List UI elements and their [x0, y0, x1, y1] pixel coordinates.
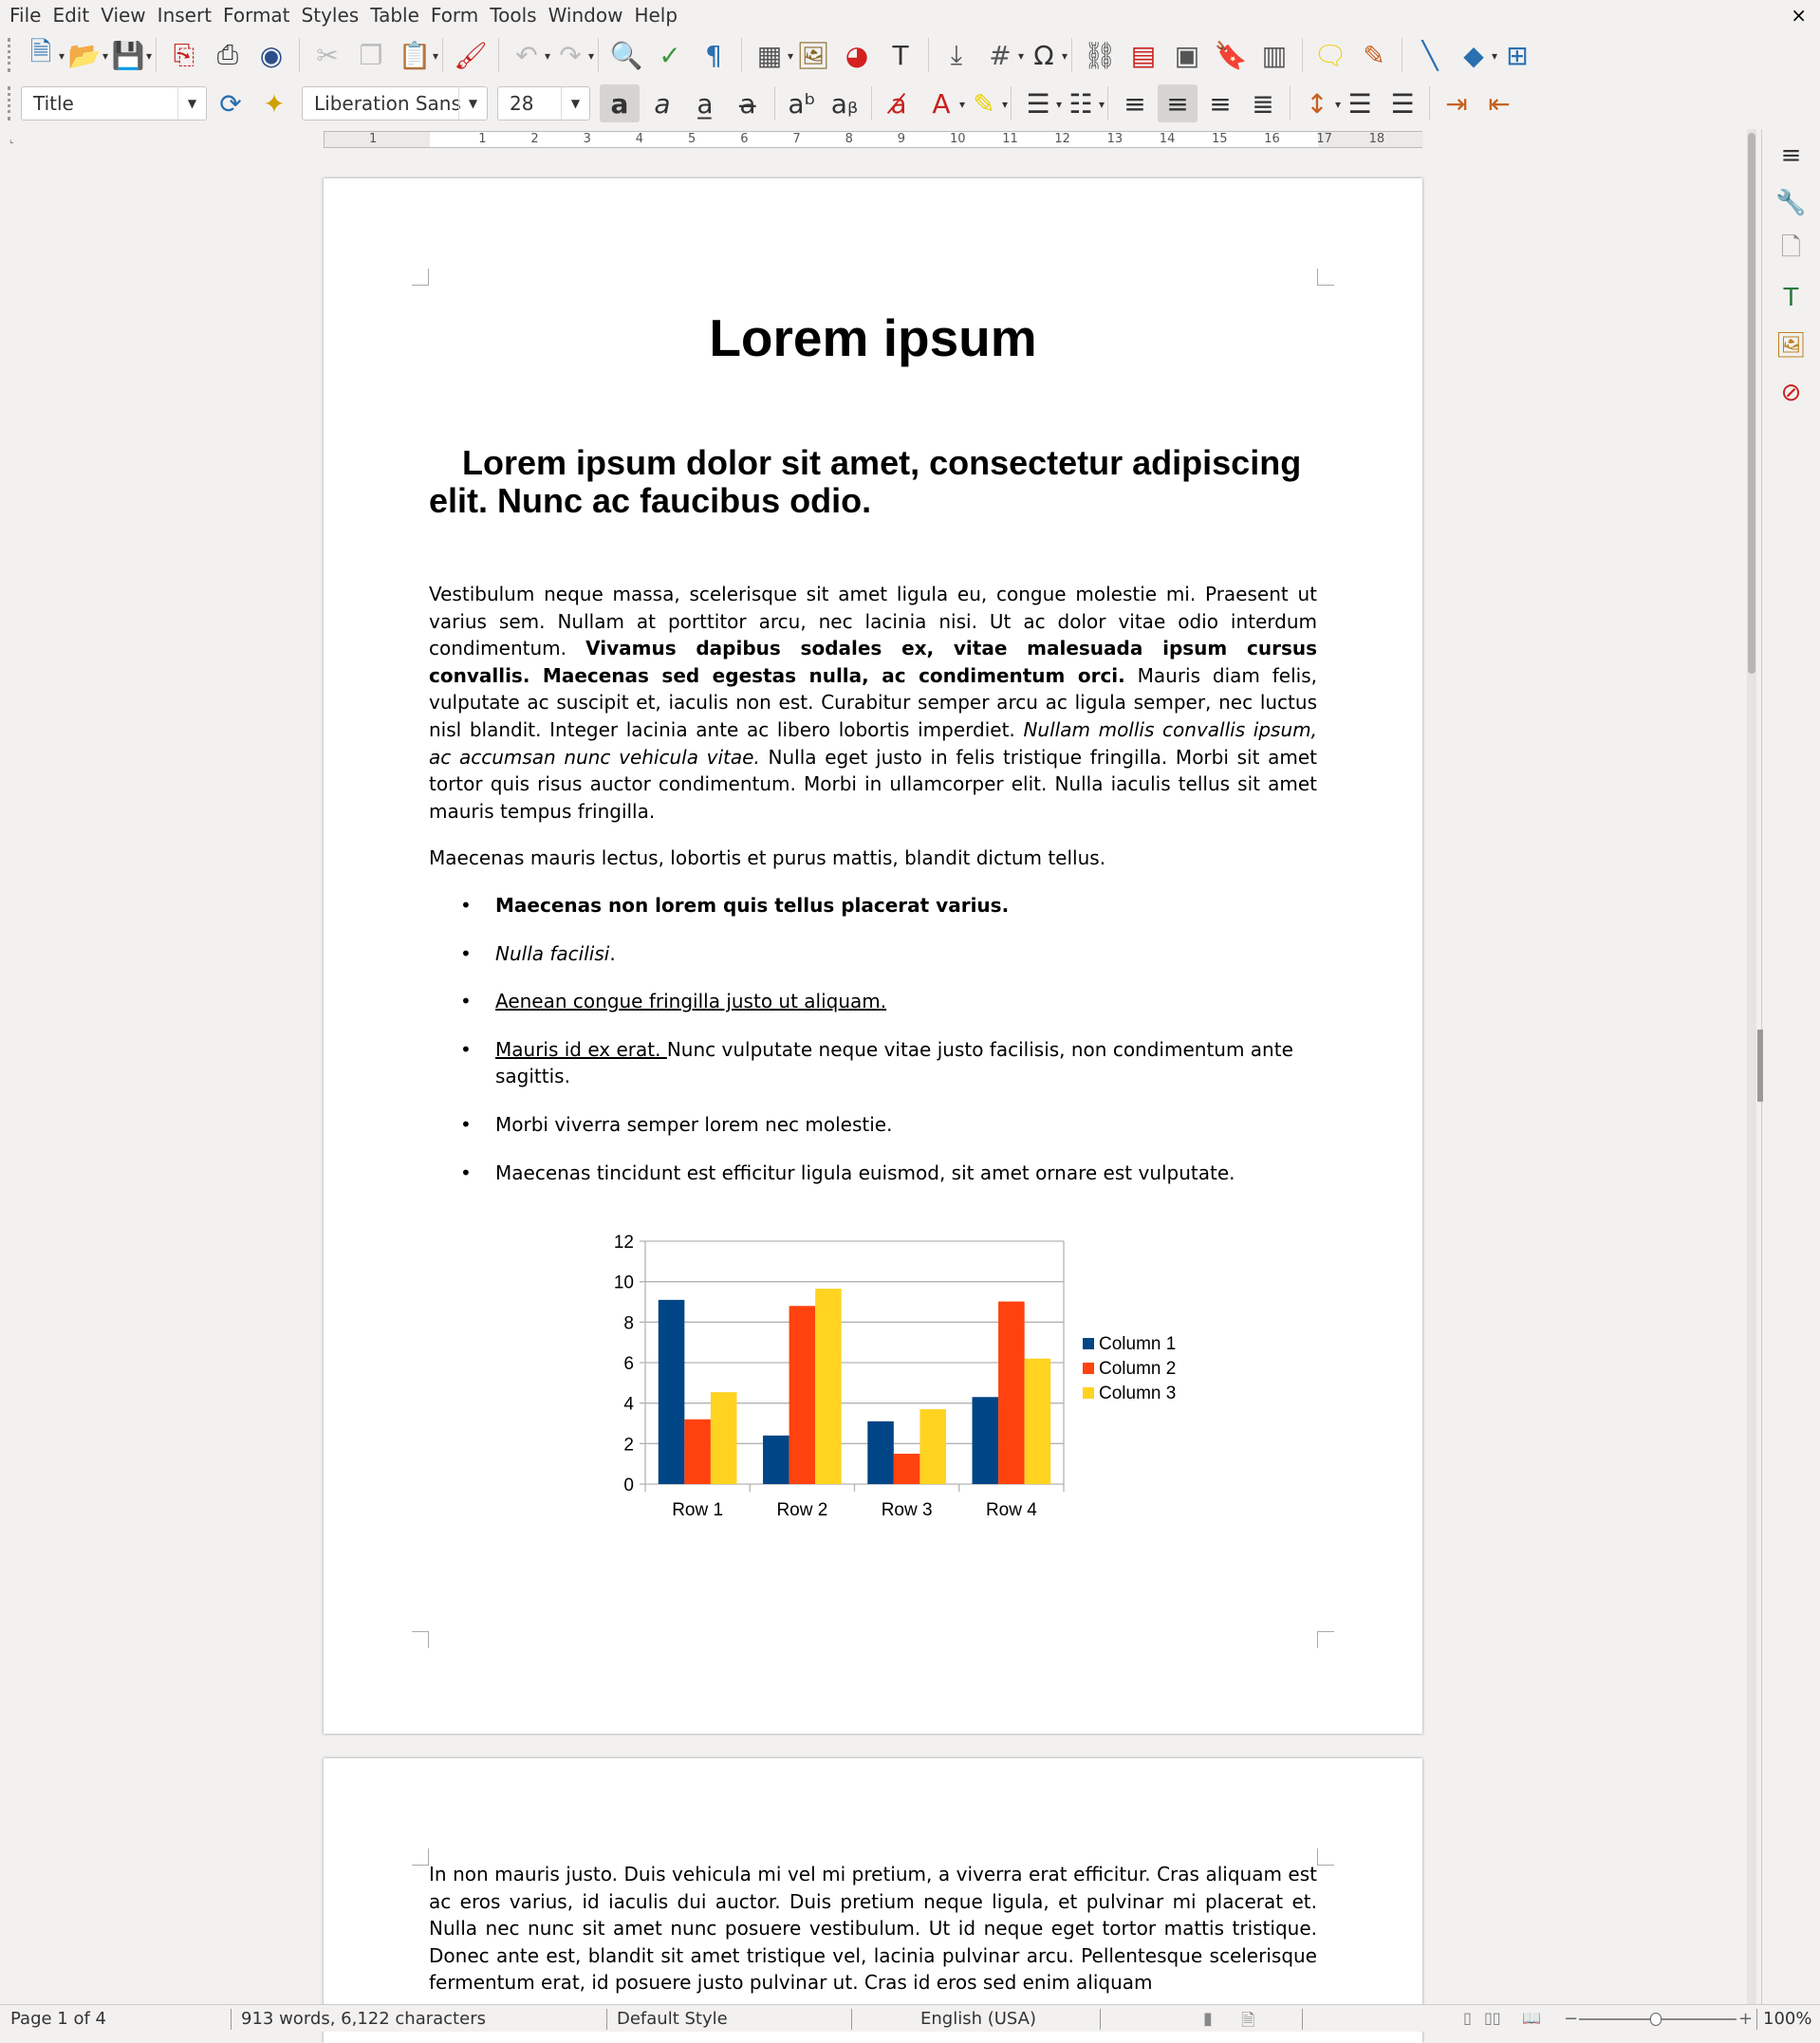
formatting-toolbar: [8, 84, 1519, 123]
legend-label: Column 1: [1099, 1334, 1177, 1354]
insert-text-box-icon[interactable]: T: [892, 39, 909, 71]
comment-icon[interactable]: 🗨: [1313, 39, 1347, 71]
spelling-icon[interactable]: ✓: [659, 39, 681, 71]
legend-swatch: [1083, 1387, 1094, 1399]
body-paragraph[interactable]: [429, 581, 1317, 825]
divider: [1302, 2009, 1303, 2030]
sidebar-deck: [1761, 129, 1820, 2004]
font-color-icon[interactable]: A ▾: [921, 84, 961, 122]
y-tick-label: 10: [613, 1272, 634, 1293]
text-run: Maecenas tincidunt est efficitur ligula euismod, sit amet ornare est vulputate.: [495, 1161, 1235, 1184]
ruler-number: 5: [688, 132, 696, 146]
zoom-in-icon[interactable]: +: [1738, 2009, 1754, 2029]
sidebar-menu-icon[interactable]: ≡: [1780, 141, 1802, 170]
toolbar-separator: [928, 38, 929, 72]
endnote-icon[interactable]: ▣: [1174, 39, 1200, 71]
ruler-left-margin: [325, 132, 430, 147]
menu-edit[interactable]: Edit: [52, 4, 90, 27]
align-center-icon[interactable]: ≡: [1158, 84, 1198, 122]
font-name-value: Liberation Sans: [314, 92, 461, 115]
text-run: Nulla eget justo in felis tristique fringilla. Morbi sit amet tortor quis risus auctor condimentum. Morbi in ullamcorper elit. Nulla iaculis tellus sit amet mauris tempus fringilla.: [429, 745, 1317, 823]
toolbar-separator: [1302, 38, 1303, 72]
bar-column-1-row-2[interactable]: [763, 1436, 789, 1484]
toolbar-separator: [774, 86, 775, 121]
cut-icon[interactable]: ✂: [316, 39, 339, 71]
bullet-list: [429, 892, 1317, 1186]
insert-mode-icon[interactable]: ▮: [1203, 2009, 1213, 2029]
print-preview-icon[interactable]: ◉: [259, 39, 284, 71]
insert-chart-icon[interactable]: ◕: [845, 39, 869, 71]
ruler-number: 16: [1264, 132, 1280, 146]
ruler-number: 6: [740, 132, 749, 146]
justify-icon[interactable]: ≣: [1252, 87, 1274, 120]
legend-label: Column 3: [1099, 1384, 1177, 1403]
divider: [851, 2009, 852, 2030]
ruler-number: 2: [530, 132, 539, 146]
ruler-number: 10: [950, 132, 966, 146]
page-icon[interactable]: 🗋: [1781, 233, 1801, 262]
track-changes-icon[interactable]: ✎: [1363, 39, 1385, 71]
open-icon[interactable]: 📂 ▾: [65, 36, 104, 74]
document-heading[interactable]: Lorem ipsum dolor sit amet, consectetur adipiscing elit. Nunc ac faucibus odio.: [429, 443, 1302, 520]
bar-column-3-row-4[interactable]: [1025, 1359, 1051, 1484]
italic-icon[interactable]: a: [654, 87, 671, 120]
text-run: Nunc vulputate neque vitae justo facilisis, non condimentum ante sagittis.: [495, 1037, 1293, 1088]
chevron-down-icon[interactable]: ▼: [177, 87, 206, 120]
ruler-number: 1: [478, 132, 487, 146]
bar-column-2-row-1[interactable]: [684, 1420, 711, 1484]
bar-chart[interactable]: [570, 1222, 1235, 1526]
toolbar-grip[interactable]: [8, 86, 11, 121]
update-style-icon[interactable]: ⟳: [219, 87, 242, 120]
clone-formatting-icon[interactable]: 🖌: [454, 39, 488, 71]
print-icon[interactable]: ⎙: [216, 39, 239, 70]
special-character-icon[interactable]: Ω ▾: [1024, 36, 1064, 74]
menu-tools[interactable]: Tools: [490, 4, 537, 27]
basic-shapes-icon[interactable]: ◆ ▾: [1454, 36, 1494, 74]
y-tick-label: 4: [623, 1394, 634, 1415]
subscript-icon[interactable]: aᵦ: [830, 87, 859, 120]
menu-insert[interactable]: Insert: [157, 4, 213, 27]
insert-field-icon[interactable]: # ▾: [980, 36, 1020, 74]
toolbar-separator: [442, 38, 443, 72]
ruler-number: 1: [369, 132, 378, 146]
text-boundary-corner: [1317, 1848, 1334, 1866]
zoom-slider-thumb[interactable]: [1650, 2013, 1662, 2026]
text-run: Nulla facilisi: [495, 941, 610, 965]
toolbar-separator: [871, 86, 872, 121]
increase-paragraph-spacing-icon[interactable]: ☰: [1347, 87, 1372, 120]
text-run: Vivamus dapibus sodales ex, vitae malesuada ipsum cursus convallis. Maecenas sed egestas nulla, ac condimentum orci.: [429, 637, 1317, 687]
hyperlink-icon[interactable]: ⛓: [1083, 39, 1117, 71]
bullets-icon[interactable]: ☰ ▾: [1018, 84, 1058, 122]
text-run: Morbi viverra semper lorem nec molestie.: [495, 1112, 893, 1136]
cross-reference-icon[interactable]: ▥: [1261, 39, 1288, 71]
y-tick-label: 0: [623, 1476, 634, 1495]
align-left-icon[interactable]: ≡: [1124, 87, 1146, 120]
superscript-icon[interactable]: aᵇ: [788, 87, 816, 120]
styles-icon[interactable]: T: [1783, 284, 1799, 312]
new-style-icon[interactable]: ✦: [263, 87, 286, 120]
export-pdf-icon[interactable]: ⎘: [173, 39, 195, 70]
strikethrough-icon[interactable]: a̶: [739, 87, 756, 120]
multi-page-view-icon[interactable]: ▯▯: [1484, 2009, 1501, 2027]
text-boundary-corner: [412, 1631, 429, 1648]
line-spacing-icon[interactable]: ↕ ▾: [1297, 84, 1337, 122]
page-break-icon[interactable]: ⤓: [950, 39, 963, 70]
ruler-number: 13: [1106, 132, 1124, 146]
gallery-icon[interactable]: 🖼: [1774, 331, 1807, 360]
divider: [231, 2009, 232, 2030]
underline-icon[interactable]: a̲: [696, 87, 714, 120]
text-run: Aenean congue fringilla justo ut aliquam.: [495, 990, 887, 1013]
find-replace-icon[interactable]: 🔍: [609, 39, 643, 71]
bookmark-icon[interactable]: 🔖: [1214, 39, 1248, 71]
increase-indent-icon[interactable]: ⇥: [1445, 87, 1468, 120]
toolbar-separator: [299, 38, 300, 72]
copy-icon[interactable]: ❐: [359, 39, 383, 71]
paragraph-style-select[interactable]: [21, 86, 207, 121]
ruler-number: 15: [1212, 132, 1228, 146]
document-title[interactable]: Lorem ipsum: [709, 308, 1037, 367]
page-2[interactable]: [324, 1758, 1422, 2043]
font-size-select[interactable]: [497, 86, 590, 121]
scrollbar-thumb[interactable]: [1748, 133, 1755, 674]
footnote-icon[interactable]: ▤: [1130, 39, 1157, 71]
navigator-icon[interactable]: ⊘: [1780, 379, 1802, 407]
formatting-marks-icon[interactable]: ¶: [705, 39, 722, 71]
text-boundary-corner: [412, 269, 429, 286]
text-run: .: [609, 941, 616, 965]
insert-image-icon[interactable]: 🖼: [796, 39, 830, 71]
menu-format[interactable]: Format: [223, 4, 290, 27]
text-run: Mauris diam felis, vulputate ac suscipit et, iaculis non est. Curabitur semper arcu ac ligula semper, nec luctus nisl blandit. Integer lacinia ante ac libero lobortis imperdiet.: [429, 663, 1318, 741]
menu-window[interactable]: Window: [548, 4, 623, 27]
menu-file[interactable]: File: [9, 4, 42, 27]
bar-column-1-row-3[interactable]: [867, 1421, 894, 1484]
language[interactable]: English (USA): [920, 2009, 1037, 2029]
undo-icon[interactable]: ↶ ▾: [507, 36, 547, 74]
properties-icon[interactable]: 🔧: [1775, 189, 1807, 217]
divider: [1756, 2009, 1757, 2030]
save-icon[interactable]: 💾 ▾: [108, 36, 148, 74]
ruler-number: 3: [583, 132, 591, 146]
text-boundary-corner: [1317, 1631, 1334, 1648]
page-style[interactable]: Default Style: [617, 2009, 728, 2029]
menu-form[interactable]: Form: [430, 4, 479, 27]
toolbar-separator: [1011, 86, 1012, 121]
single-page-view-icon[interactable]: ▯: [1463, 2009, 1472, 2027]
numbering-icon[interactable]: ☷ ▾: [1061, 84, 1101, 122]
decrease-indent-icon[interactable]: ⇤: [1488, 87, 1511, 120]
vertical-scrollbar[interactable]: [1747, 129, 1756, 2004]
toolbar-separator: [598, 38, 599, 72]
insert-table-icon[interactable]: ▦ ▾: [750, 36, 789, 74]
menu-view[interactable]: View: [101, 4, 146, 27]
y-tick-label: 2: [623, 1435, 634, 1456]
toolbar-separator: [156, 38, 157, 72]
new-document-icon[interactable]: 🗎 ▾: [21, 36, 61, 74]
body-paragraph[interactable]: In non mauris justo. Duis vehicula mi vel mi pretium, a viverra erat efficitur. Cras aliquam est ac eros varius, id iaculis dui auctor. Duis pretium neque ligula, et pulvinar mi placerat et. Nulla nec nunc sit amet nunc posuere vestibulum. Ut id neque eget tortor mattis tristique. Donec ante est, blandit sit amet tristique vel, lacinia pulvinar arcu. Pellentesque scelerisque fermentum erat, id posuere justo pulvinar ut. Cras id eros sed enim aliquam: [429, 1863, 1317, 1995]
redo-icon[interactable]: ↷ ▾: [550, 36, 590, 74]
toolbar-separator: [1290, 86, 1291, 121]
bar-column-3-row-2[interactable]: [815, 1289, 842, 1484]
x-tick-label: Row 3: [881, 1500, 933, 1520]
legend-label: Column 2: [1099, 1359, 1177, 1379]
x-tick-label: Row 1: [672, 1500, 724, 1520]
align-right-icon[interactable]: ≡: [1209, 87, 1232, 120]
chevron-down-icon[interactable]: ▼: [458, 87, 487, 120]
y-tick-label: 6: [623, 1354, 634, 1374]
book-view-icon[interactable]: 📖: [1522, 2009, 1541, 2027]
ruler-number: 12: [1054, 132, 1070, 146]
divider: [606, 2009, 607, 2030]
horizontal-ruler[interactable]: [324, 131, 1422, 148]
ruler-number: 14: [1159, 132, 1176, 146]
text-run: Vestibulum neque massa, scelerisque sit amet ligula eu, congue molestie mi. Praesent ut varius sem. Nullam at porttitor arcu, nec lacinia nisi. Ut ac dolor vitae odio interdum condimentum.: [429, 583, 1317, 660]
bar-column-2-row-2[interactable]: [789, 1306, 816, 1484]
y-tick-label: 8: [623, 1313, 634, 1334]
tab-stop-selector[interactable]: ⌞: [9, 135, 14, 145]
document-modified-icon[interactable]: 🗎: [1241, 2011, 1255, 2031]
bold-icon[interactable]: a: [600, 84, 640, 122]
page-1[interactable]: [324, 178, 1422, 1734]
x-tick-label: Row 4: [985, 1500, 1037, 1520]
list-item[interactable]: [429, 940, 1317, 968]
toolbar-separator: [741, 38, 742, 72]
body-paragraph[interactable]: Maecenas mauris lectus, lobortis et purus mattis, blandit dictum tellus.: [429, 846, 1106, 870]
list-item[interactable]: [429, 892, 1317, 919]
font-name-select[interactable]: [302, 86, 488, 121]
bar-column-3-row-1[interactable]: [711, 1392, 737, 1484]
standard-toolbar: [8, 34, 1537, 76]
list-item[interactable]: [429, 1036, 1317, 1090]
zoom-out-icon[interactable]: −: [1564, 2009, 1579, 2029]
text-run: Mauris id ex erat.: [495, 1037, 667, 1061]
font-size-value: 28: [510, 92, 534, 115]
text-run: Nullam mollis convallis ipsum, ac accumsan nunc vehicula vitae.: [429, 717, 1317, 769]
menu-help[interactable]: Help: [634, 4, 678, 27]
legend-swatch: [1083, 1338, 1094, 1349]
bar-column-3-row-3[interactable]: [919, 1409, 946, 1484]
ruler-number: 18: [1368, 132, 1385, 146]
highlight-color-icon[interactable]: ✎ ▾: [964, 84, 1004, 122]
paste-icon[interactable]: 📋 ▾: [395, 36, 435, 74]
word-count[interactable]: 913 words, 6,122 characters: [241, 2009, 486, 2029]
zoom-level[interactable]: 100%: [1763, 2009, 1812, 2029]
text-boundary-corner: [1317, 269, 1334, 286]
ruler-number: 7: [792, 132, 801, 146]
paragraph-style-value: Title: [33, 92, 74, 115]
sidebar-collapse-handle[interactable]: [1757, 1030, 1763, 1102]
list-item[interactable]: [429, 1160, 1317, 1187]
toolbar-separator: [498, 38, 499, 72]
bar-column-2-row-3[interactable]: [894, 1454, 920, 1484]
status-bar: [0, 2004, 1820, 2032]
text-boundary-corner: [412, 1848, 429, 1866]
text-run: Maecenas non lorem quis tellus placerat varius.: [495, 893, 1010, 917]
y-tick-label: 12: [613, 1233, 634, 1253]
ruler-number: 11: [1002, 132, 1018, 146]
menu-styles[interactable]: Styles: [301, 4, 360, 27]
list-item[interactable]: [429, 988, 1317, 1015]
ruler-number: 4: [635, 132, 644, 146]
draw-functions-icon[interactable]: ⊞: [1506, 39, 1529, 71]
close-document-button[interactable]: ×: [1791, 4, 1807, 27]
toolbar-separator: [1107, 86, 1108, 121]
toolbar-separator: [1071, 38, 1072, 72]
toolbar-separator: [1429, 86, 1430, 121]
ruler-number: 9: [897, 132, 906, 146]
x-tick-label: Row 2: [776, 1500, 828, 1520]
ruler-number: 17: [1316, 132, 1332, 146]
document-body[interactable]: [429, 581, 1317, 1207]
page-count[interactable]: Page 1 of 4: [10, 2009, 106, 2029]
bar-column-1-row-4[interactable]: [973, 1397, 999, 1484]
ruler-number: 8: [845, 132, 853, 146]
line-icon[interactable]: ╲: [1421, 39, 1439, 71]
divider: [1100, 2009, 1101, 2030]
legend-swatch: [1083, 1363, 1094, 1374]
bar-column-1-row-1[interactable]: [659, 1300, 685, 1484]
clear-formatting-icon[interactable]: a̸: [890, 87, 907, 120]
menu-bar: [0, 0, 1820, 30]
bar-column-2-row-4[interactable]: [998, 1302, 1025, 1484]
decrease-paragraph-spacing-icon[interactable]: ☰: [1390, 87, 1415, 120]
chevron-down-icon[interactable]: ▼: [561, 87, 589, 120]
menu-table[interactable]: Table: [370, 4, 419, 27]
list-item[interactable]: [429, 1111, 1317, 1139]
toolbar-grip[interactable]: [8, 38, 11, 72]
